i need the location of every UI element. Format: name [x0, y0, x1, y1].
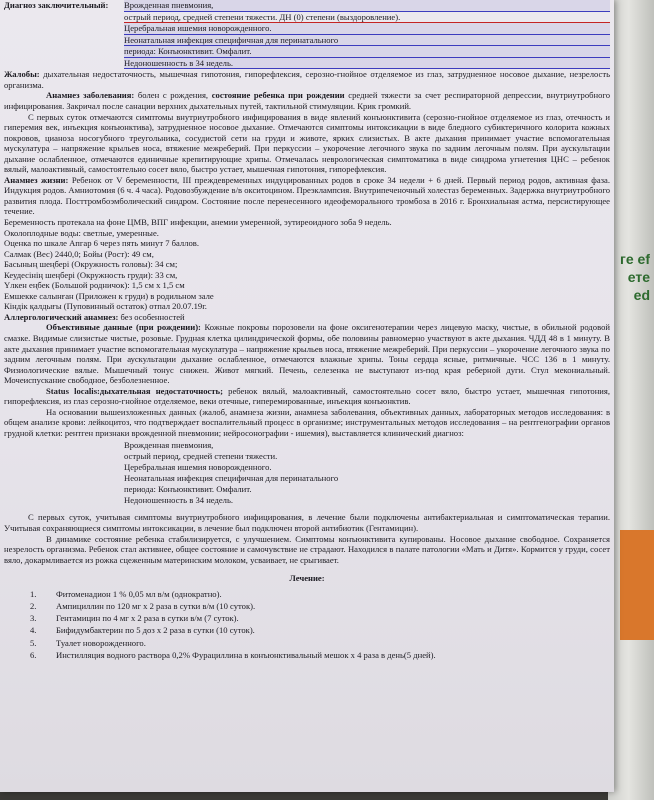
treatment-item [4, 600, 610, 612]
treatment-number: 4. [30, 625, 37, 636]
clinical-diagnosis-list [124, 440, 610, 506]
treatment-item [4, 624, 610, 636]
measurement-line: Салмак (Вес) 2440,0; Бойы (Рост): 49 см, [4, 248, 154, 259]
final-diagnosis-line: Врожденная пневмония, [124, 0, 610, 12]
clinical-diagnosis-line: периода: Конъюнктивит. Омфалит. [124, 484, 252, 495]
measurement-line: Кеудесінің шеңбері (Окружность груди): 33 см, [4, 269, 178, 280]
treatment-text: Туалет новорожденного. [56, 637, 146, 648]
clinical-diagnosis-line: Неонатальная инфекция специфичная для перинатального [124, 473, 339, 484]
document-body [4, 0, 610, 661]
allergy-line [4, 312, 610, 323]
anamnesis-disease-rest: средней тяжести за счет респираторной депрессии, внутриутробного инфицирования. Закричал после санации верхних дыхательных путей, тактильной стимуляции. Крик громкий. [4, 90, 611, 111]
objective-label: Объективные данные (при рождении): [46, 322, 201, 333]
complaints-text: дыхательная недостаточность, мышечная гипотония, гипорефлексия, серозно-гнойное отделяемое из глаз, затрудненное носовое дыхание, незрелость организма. [4, 69, 610, 90]
treatment-number: 3. [30, 613, 37, 624]
final-diagnosis-line: Недоношенность в 34 недель. [124, 58, 610, 70]
anamnesis-disease-label: Анамнез заболевания: [46, 90, 135, 101]
anamnesis-disease-paragraph-2: С первых суток отмечаются симптомы внутриутробного инфицирования в виде явлений конъюнктивита (серозно-гнойное отделяемое из глаз, отечность и гиперемия век, инъекция конъюнктива), затрудненное носовое дыхание. Отмечаются симптомы интоксикации в виде бледного субиктеричного колорита кожных покровов, цианоза носогубного треугольника, сосудистой сети на груди и животе, ярких слизистых. В акте дыхания принимает участие вспомогательная мускулатура – напряжение крыльев носа, втяжение межреберий. При перкуссии – укорочение легочного звука по задним легочным полям. При аускультации дыхание ослабленное, отмечаются единичные крепитирующие хрипы. Отмечалась неврологическая симптоматика в виде синдрома угнетения ЦНС – ребенок вялый, малоактивный, самостоятельно сосет вяло, быстро устает, мышечная гипотония, гипорефлексия. [4, 111, 610, 175]
final-diagnosis-line: острый период, средней степени тяжести. ДН (0) степени (выздоровление). [124, 12, 610, 24]
treatment-number: 1. [30, 588, 37, 599]
clinical-diagnosis-line: Недоношенность в 34 недель. [124, 495, 234, 506]
anamnesis-life-label: Анамнез жизни: [4, 174, 69, 185]
anamnesis-disease-paragraph [4, 90, 610, 111]
anamnesis-life-paragraph [4, 175, 610, 217]
conclusion-paragraph: На основании вышеизложенных данных (жалоб, анамнеза жизни, анамнеза заболевания, объективных данных, лабораторных методов исследования: в общем анализе крови: лейкоцитоз, что подтверждает воспалительный процесс в организме; инструментальных методов исследования – на рентгенографии органов грудной клетки: рентген признаки врожденной пневмонии; нейросонографии - ишемия), выставляется клинический диагноз: [4, 406, 610, 438]
measurement-line: Оценка по шкале Апгар 6 через пять минут 7 баллов. [4, 238, 200, 249]
treatment-item [4, 588, 610, 600]
course-paragraph-2: В динамике состояние ребенка стабилизируется, с улучшением. Симптомы конъюнктивита купированы. Носовое дыхание свободное. Сохраняется незрелость организма. Ребенок стал активнее, общее состояние и самочувствие не страдают. Находился в палате патологии «Мать и Дитя». Кормится у груди, сосет вяло, докармливается из рожка сцеженным материнским молоком, усваивает, не срыгивает. [4, 533, 610, 565]
treatment-item [4, 637, 610, 649]
complaints-paragraph [4, 69, 610, 90]
measurement-line: Околоплодные воды: светлые, умеренные. [4, 227, 159, 238]
final-diagnosis-line: Церебральная ишемия новорожденного. [124, 23, 610, 35]
background-folder [608, 0, 654, 800]
measurement-line: Үлкен еңбек (Большой родничок): 1,5 см х 1,5 см [4, 280, 185, 291]
treatment-title: Лечение: [289, 573, 325, 584]
objective-text: Кожные покровы порозовели на фоне оксигенотерапии через лицевую маску, чистые, в обильной родовой смазке. Видимые слизистые чистые, розовые. Грудная клетка цилиндрической формы, обе половины равномерно участвуют в акте дыхания. ЧДД 48 в 1 минуту. В акте дыхания принимает участие вспомогательная мускулатура – напряжение крыльев носа, втяжение межреберий. При перкуссии – укорочение легочного звука по задним легочным полям. При аускультации дыхание ослабленное, отмечаются влажные хрипы. Тоны сердца ясные, ритмичные. ЧСС 136 в 1 минуту. Физиологические вялые. Мышечный тонус снижен. Живот мягкий. Печень, селезенка не выступают из-под края реберной дуги. Стул мекониальный. Мочеиспускание свободное, безболезненное. [4, 322, 610, 386]
status-label: Status localis:дыхательная недостаточность; [46, 385, 223, 396]
measurement-line: Басының шеңбері (Окружность головы): 34 см; [4, 259, 178, 270]
measurement-line: Емшекке салынған (Приложен к груди) в родильном зале [4, 290, 214, 301]
pregnancy-line: Беременность протекала на фоне ЦМВ, ВПГ инфекции, анемии умеренной, эутиреоидного зоба 9 недель. [4, 216, 392, 227]
treatment-text: Фитоменадион 1 % 0,05 мл в/м (однократно). [56, 588, 222, 599]
complaints-label: Жалобы: [4, 69, 40, 80]
treatment-text: Бифидумбактерин по 5 доз х 2 раза в сутки (10 суток). [56, 625, 255, 636]
treatment-item [4, 649, 610, 661]
treatment-item [4, 612, 610, 624]
course-paragraph-1: С первых суток, учитывая симптомы внутриутробного инфицирования, в лечение были подключены антибактериальная и симптоматическая терапии. Учитывая сохраняющиеся симптомы интоксикации, в лечение был подключен второй антибиотик (Гентамицин). [4, 512, 610, 534]
measurement-line: Кіндік қалдығы (Пуповинный остаток) отпал 20.07.19г. [4, 301, 207, 312]
treatment-number: 5. [30, 637, 37, 648]
final-diagnosis-line: периода: Конъюнктивит. Омфалит. [124, 46, 610, 58]
treatment-list [4, 588, 610, 661]
anamnesis-disease-intro: болен с рождения, [137, 90, 209, 101]
treatment-text: Инстилляция водного раствора 0,2% Фурациллина в конъюнктивальный мешок х 4 раза в день(5 дней). [56, 649, 436, 660]
clinical-diagnosis-line: острый период, средней степени тяжести. [124, 451, 278, 462]
treatment-number: 2. [30, 600, 37, 611]
anamnesis-disease-bold: состояние ребенка при рождении [211, 90, 345, 101]
final-diagnosis-line: Неонатальная инфекция специфичная для перинатального [124, 35, 610, 47]
folder-print: ге еf ете ed [620, 251, 650, 303]
clinical-diagnosis-line: Церебральная ишемия новорожденного. [124, 462, 272, 473]
status-paragraph [4, 386, 610, 407]
treatment-text: Гентамицин по 4 мг х 2 раза в сутки в/м (7 суток). [56, 613, 239, 624]
allergy-label: Аллергологический анамнез: [4, 311, 119, 322]
status-text: ребенок вялый, малоактивный, самостоятельно сосет вяло, быстро устает, мышечная гипотония, гипорефлексия, из глаз серозно-гнойное отделяемое, веки отечные, гиперемированные, инъекция конъюнктив. [4, 385, 610, 407]
anamnesis-life-text: Ребенок от V беременности, III преждевременных индуцированных родов в сроке 34 недели + 6 дней. Первый период родов, активная фаза. Индукция родов. Амниотомия (6 ч. 4 часа). Родовозбуждение в/в окситоцином. Преэклампсия. Внутрипеченочный холестаз беременных. Задержка внутриутробного развития плода. Посттромбоэмболический синдром. Состояние после перенесенного идеофеморального тромбоза в 2016 г. Бронхиальная астма, персистирующее течение. [4, 174, 611, 217]
treatment-number: 6. [30, 649, 37, 660]
treatment-text: Ампициллин по 120 мг х 2 раза в сутки в/м (10 суток). [56, 600, 256, 611]
allergy-text: без особенностей [120, 311, 185, 322]
clinical-diagnosis-line: Врожденная пневмония, [124, 440, 214, 451]
final-diagnosis-list [124, 0, 610, 69]
newborn-measurements [4, 228, 610, 312]
objective-paragraph [4, 322, 610, 385]
final-diagnosis-label: Диагноз заключительный: [4, 0, 109, 10]
final-diagnosis-block [4, 0, 610, 69]
folder-sticker [620, 530, 654, 640]
